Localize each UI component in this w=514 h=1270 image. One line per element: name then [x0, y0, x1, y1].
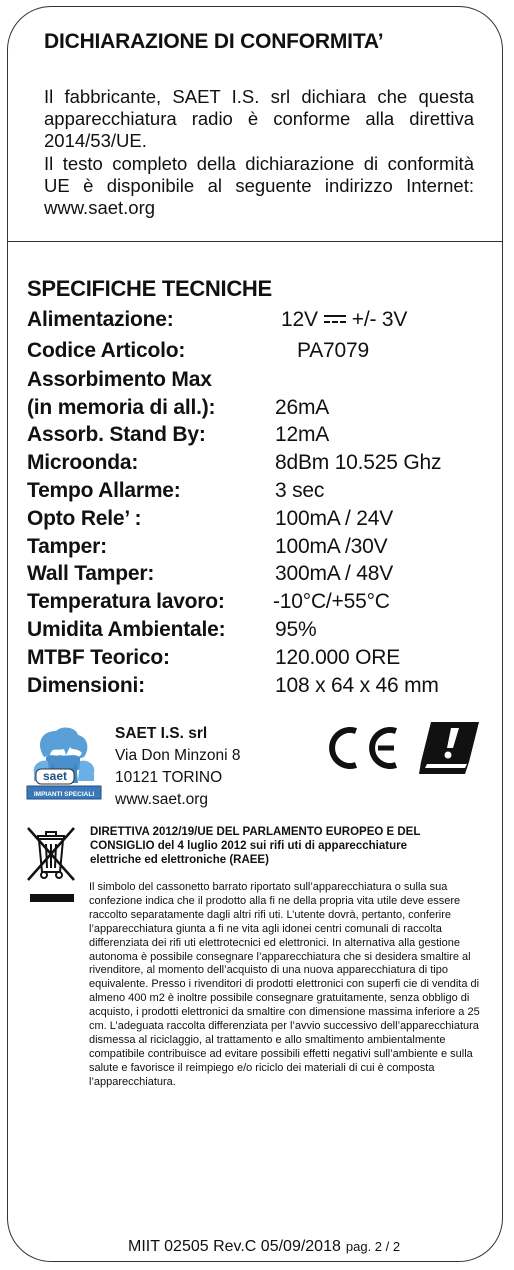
- spec-row-tamper: [27, 535, 497, 563]
- spec-row-power: [27, 308, 497, 336]
- spec-value: -10°C/+55°C: [273, 590, 390, 613]
- spec-row-microwave: [27, 451, 497, 479]
- spec-value: 26mA: [275, 396, 330, 419]
- spec-label: Codice Articolo:: [27, 339, 186, 362]
- spec-label: Assorb. Stand By:: [27, 423, 206, 446]
- spec-value: 100mA /30V: [275, 535, 388, 558]
- company-address: [115, 723, 241, 811]
- spec-row-article-code: [27, 339, 497, 367]
- spec-row-standby: [27, 423, 497, 451]
- company-name: SAET I.S. srl: [115, 725, 208, 742]
- spec-label: Tamper:: [27, 535, 107, 558]
- spec-value: PA7079: [297, 339, 369, 362]
- company-city: 10121 TORINO: [115, 769, 223, 786]
- spec-row-mtbf: [27, 646, 497, 674]
- dc-current-icon: [322, 313, 348, 327]
- spec-value: 108 x 64 x 46 mm: [275, 674, 439, 697]
- read-manual-warning-icon: [417, 718, 483, 778]
- spec-row-humidity: [27, 618, 497, 646]
- saet-logo: [26, 725, 102, 801]
- spec-label: MTBF Teorico:: [27, 646, 170, 669]
- spec-value: 300mA / 48V: [275, 562, 394, 585]
- ce-mark-text: CE: [322, 723, 324, 724]
- spec-row-wall-tamper: [27, 562, 497, 590]
- document-reference: MIIT 02505 Rev.C 05/09/2018: [128, 1238, 341, 1255]
- spec-value: 12V +/- 3V: [281, 308, 408, 331]
- spec-label: Tempo Allarme:: [27, 479, 181, 502]
- logo-subtext: IMPIANTI SPECIALI: [33, 791, 95, 798]
- section-divider: [7, 241, 503, 242]
- company-website: www.saet.org: [115, 791, 209, 808]
- page-number: pag. 2 / 2: [345, 1239, 401, 1254]
- spec-row-dimensions: [27, 674, 497, 702]
- ce-mark-icon: [322, 723, 402, 773]
- spec-label: Wall Tamper:: [27, 562, 155, 585]
- company-street: Via Don Minzoni 8: [115, 747, 241, 764]
- spec-label: (in memoria di all.):: [27, 396, 216, 419]
- spec-label: Dimensioni:: [27, 674, 145, 697]
- spec-value: 95%: [275, 618, 317, 641]
- spec-value: 12mA: [275, 423, 330, 446]
- spec-row-max-absorption: [27, 368, 497, 396]
- weee-crossed-bin-icon: [24, 822, 80, 906]
- spec-row-opto-relay: [27, 507, 497, 535]
- specs-title: SPECIFICHE TECNICHE: [27, 276, 272, 301]
- spec-value: 120.000 ORE: [275, 646, 401, 669]
- spec-label: Opto Rele’ :: [27, 507, 142, 530]
- spec-value: 100mA / 24V: [275, 507, 394, 530]
- declaration-paragraph-1: Il fabbricante, SAET I.S. srl dichiara che questa apparecchiatura radio è conforme alla direttiva 2014/53/UE.: [44, 86, 474, 151]
- declaration-title: DICHIARAZIONE DI CONFORMITA’: [44, 30, 384, 53]
- spec-label: Assorbimento Max: [27, 368, 212, 391]
- spec-row-alarm-time: [27, 479, 497, 507]
- logo-wordmark: saet: [42, 769, 68, 783]
- spec-label: Temperatura lavoro:: [27, 590, 225, 613]
- spec-row-alarm-memory: [27, 396, 497, 424]
- document-footer: [128, 1238, 400, 1256]
- spec-row-operating-temperature: [27, 590, 497, 618]
- spec-value: 8dBm 10.525 Ghz: [275, 451, 442, 474]
- weee-directive-title: DIRETTIVA 2012/19/UE DEL PARLAMENTO EUROPEO E DEL CONSIGLIO del 4 luglio 2012 sui rifi uti di apparecchiature elettriche ed elettroniche (RAEE): [90, 826, 421, 866]
- weee-disposal-text: Il simbolo del cassonetto barrato riportato sull’apparecchiatura o sulla sua confezione indica che il prodotto alla fi ne della propria vita utile deve essere raccolto separatamente dagli altri rifi uti. L’utente dovrà, pertanto, conferire l’apparecchiatura giunta a fi ne vita agli idonei centri comunali di raccolta differenziata dei rifi uti elettrotecnici ed elettronici. In alternativa alla gestione autonoma è possibile consegnare l’apparecchiatura che si desidera smaltire al rivenditore, al momento dell’acquisto di una nuova apparecchiatura di tipo equivalente. Presso i rivenditori di prodotti elettronici con superfi cie di vendita di almeno 400 m2 è inoltre possibile consegnare gratuitamente, senza obbligo di acquisto, i prodotti elettronici da smaltire con dimensione massima inferiore a 25 cm. L’adeguata raccolta differenziata per l’avvio successivo dell’apparecchiatura dismessa al riciclaggio, al trattamento e allo smaltimento ambientalmente compatibile contribuisce ad evitare possibili effetti negativi sull’ambiente e sulla salute e favorisce il reimpiego e/o riciclo dei materiali di cui è composta l’apparecchiatura.: [89, 881, 480, 1088]
- spec-label: Umidita Ambientale:: [27, 618, 226, 641]
- declaration-paragraph-2: Il testo completo della dichiarazione di conformità UE è disponibile al seguente indirizzo Internet: www.saet.org: [44, 153, 474, 218]
- spec-value: 3 sec: [275, 479, 325, 502]
- spec-label: Microonda:: [27, 451, 139, 474]
- spec-label: Alimentazione:: [27, 308, 174, 331]
